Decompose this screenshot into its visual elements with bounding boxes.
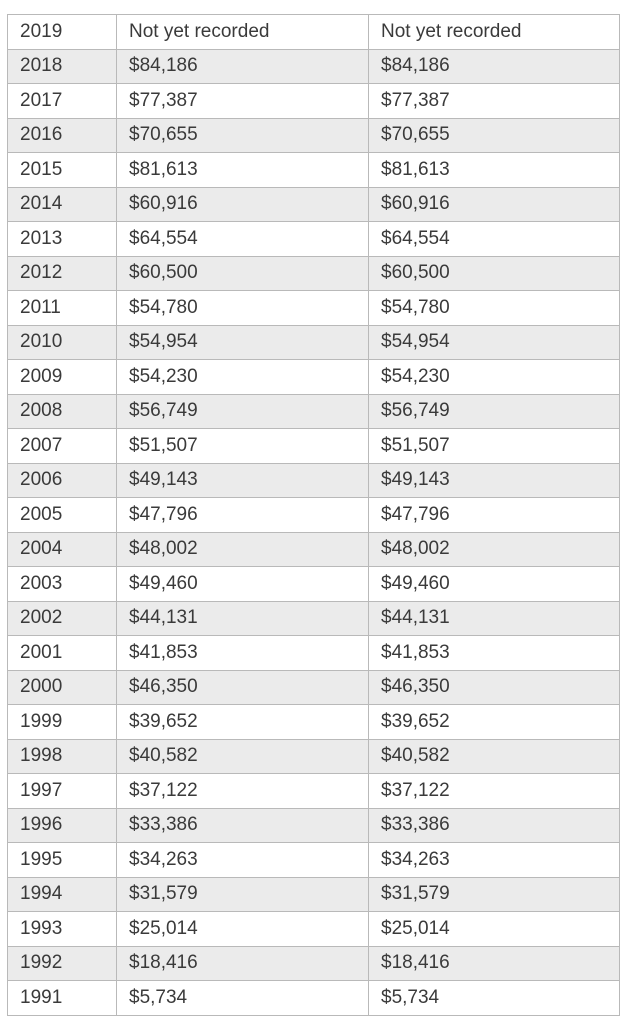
year-cell: 2007: [8, 429, 117, 464]
table-row: [8, 256, 620, 291]
table-row: [8, 153, 620, 188]
table-row: [8, 84, 620, 119]
year-cell: 1993: [8, 912, 117, 947]
year-cell: 1992: [8, 946, 117, 981]
year-cell: 1997: [8, 774, 117, 809]
value-cell-1: $51,507: [117, 429, 369, 464]
value-cell-2: $54,780: [369, 291, 620, 326]
value-cell-1: $60,916: [117, 187, 369, 222]
value-cell-2: $54,230: [369, 360, 620, 395]
year-cell: 2010: [8, 325, 117, 360]
value-cell-2: $60,500: [369, 256, 620, 291]
year-cell: 2006: [8, 463, 117, 498]
value-cell-1: $47,796: [117, 498, 369, 533]
table-row: [8, 739, 620, 774]
value-cell-1: $25,014: [117, 912, 369, 947]
value-cell-2: $40,582: [369, 739, 620, 774]
year-cell: 2009: [8, 360, 117, 395]
table-row: [8, 15, 620, 50]
value-cell-1: $54,230: [117, 360, 369, 395]
table-row: [8, 49, 620, 84]
year-cell: 2005: [8, 498, 117, 533]
value-cell-1: $37,122: [117, 774, 369, 809]
value-cell-1: $54,954: [117, 325, 369, 360]
value-cell-2: $70,655: [369, 118, 620, 153]
data-table-container: [7, 14, 620, 1016]
value-cell-1: $46,350: [117, 670, 369, 705]
table-row: [8, 636, 620, 671]
year-cell: 2003: [8, 567, 117, 602]
table-row: [8, 877, 620, 912]
value-cell-1: $60,500: [117, 256, 369, 291]
table-row: [8, 222, 620, 257]
year-cell: 1991: [8, 981, 117, 1016]
value-cell-2: $18,416: [369, 946, 620, 981]
value-cell-2: $37,122: [369, 774, 620, 809]
table-row: [8, 670, 620, 705]
value-cell-1: $77,387: [117, 84, 369, 119]
value-cell-1: $56,749: [117, 394, 369, 429]
value-cell-2: $46,350: [369, 670, 620, 705]
value-cell-1: $70,655: [117, 118, 369, 153]
value-cell-2: $41,853: [369, 636, 620, 671]
value-cell-2: $31,579: [369, 877, 620, 912]
value-cell-1: $49,460: [117, 567, 369, 602]
value-cell-1: $33,386: [117, 808, 369, 843]
value-cell-1: $44,131: [117, 601, 369, 636]
value-cell-2: $84,186: [369, 49, 620, 84]
value-cell-2: $34,263: [369, 843, 620, 878]
table-row: [8, 981, 620, 1016]
table-row: [8, 808, 620, 843]
year-cell: 2016: [8, 118, 117, 153]
year-cell: 2002: [8, 601, 117, 636]
value-cell-2: $60,916: [369, 187, 620, 222]
value-cell-2: $54,954: [369, 325, 620, 360]
value-cell-2: $49,143: [369, 463, 620, 498]
value-cell-1: $34,263: [117, 843, 369, 878]
value-cell-2: $48,002: [369, 532, 620, 567]
table-row: [8, 325, 620, 360]
value-cell-2: $39,652: [369, 705, 620, 740]
table-row: [8, 843, 620, 878]
value-cell-2: $25,014: [369, 912, 620, 947]
table-row: [8, 187, 620, 222]
value-cell-1: $31,579: [117, 877, 369, 912]
table-row: [8, 118, 620, 153]
year-cell: 2013: [8, 222, 117, 257]
value-cell-1: $41,853: [117, 636, 369, 671]
year-cell: 2001: [8, 636, 117, 671]
value-cell-1: $84,186: [117, 49, 369, 84]
value-cell-2: $51,507: [369, 429, 620, 464]
table-row: [8, 463, 620, 498]
table-row: [8, 498, 620, 533]
table-row: [8, 912, 620, 947]
value-cell-2: $77,387: [369, 84, 620, 119]
year-cell: 1998: [8, 739, 117, 774]
table-row: [8, 532, 620, 567]
data-table: [7, 14, 620, 1016]
year-cell: 2018: [8, 49, 117, 84]
year-cell: 2008: [8, 394, 117, 429]
value-cell-1: $81,613: [117, 153, 369, 188]
value-cell-2: $64,554: [369, 222, 620, 257]
table-row: [8, 601, 620, 636]
value-cell-2: $5,734: [369, 981, 620, 1016]
year-cell: 1999: [8, 705, 117, 740]
value-cell-1: $54,780: [117, 291, 369, 326]
value-cell-2: $33,386: [369, 808, 620, 843]
value-cell-1: $18,416: [117, 946, 369, 981]
table-row: [8, 567, 620, 602]
year-cell: 1995: [8, 843, 117, 878]
value-cell-2: Not yet recorded: [369, 15, 620, 50]
table-row: [8, 291, 620, 326]
year-cell: 2011: [8, 291, 117, 326]
year-cell: 2000: [8, 670, 117, 705]
year-cell: 2004: [8, 532, 117, 567]
value-cell-2: $56,749: [369, 394, 620, 429]
table-row: [8, 360, 620, 395]
table-body: [8, 15, 620, 1016]
value-cell-1: $49,143: [117, 463, 369, 498]
year-cell: 2017: [8, 84, 117, 119]
value-cell-2: $47,796: [369, 498, 620, 533]
table-row: [8, 946, 620, 981]
value-cell-2: $44,131: [369, 601, 620, 636]
value-cell-1: $48,002: [117, 532, 369, 567]
year-cell: 2014: [8, 187, 117, 222]
value-cell-1: $64,554: [117, 222, 369, 257]
table-row: [8, 705, 620, 740]
year-cell: 2015: [8, 153, 117, 188]
table-row: [8, 394, 620, 429]
value-cell-1: $5,734: [117, 981, 369, 1016]
table-row: [8, 774, 620, 809]
value-cell-1: $39,652: [117, 705, 369, 740]
year-cell: 1996: [8, 808, 117, 843]
year-cell: 2019: [8, 15, 117, 50]
year-cell: 2012: [8, 256, 117, 291]
value-cell-1: Not yet recorded: [117, 15, 369, 50]
value-cell-1: $40,582: [117, 739, 369, 774]
year-cell: 1994: [8, 877, 117, 912]
value-cell-2: $49,460: [369, 567, 620, 602]
value-cell-2: $81,613: [369, 153, 620, 188]
table-row: [8, 429, 620, 464]
